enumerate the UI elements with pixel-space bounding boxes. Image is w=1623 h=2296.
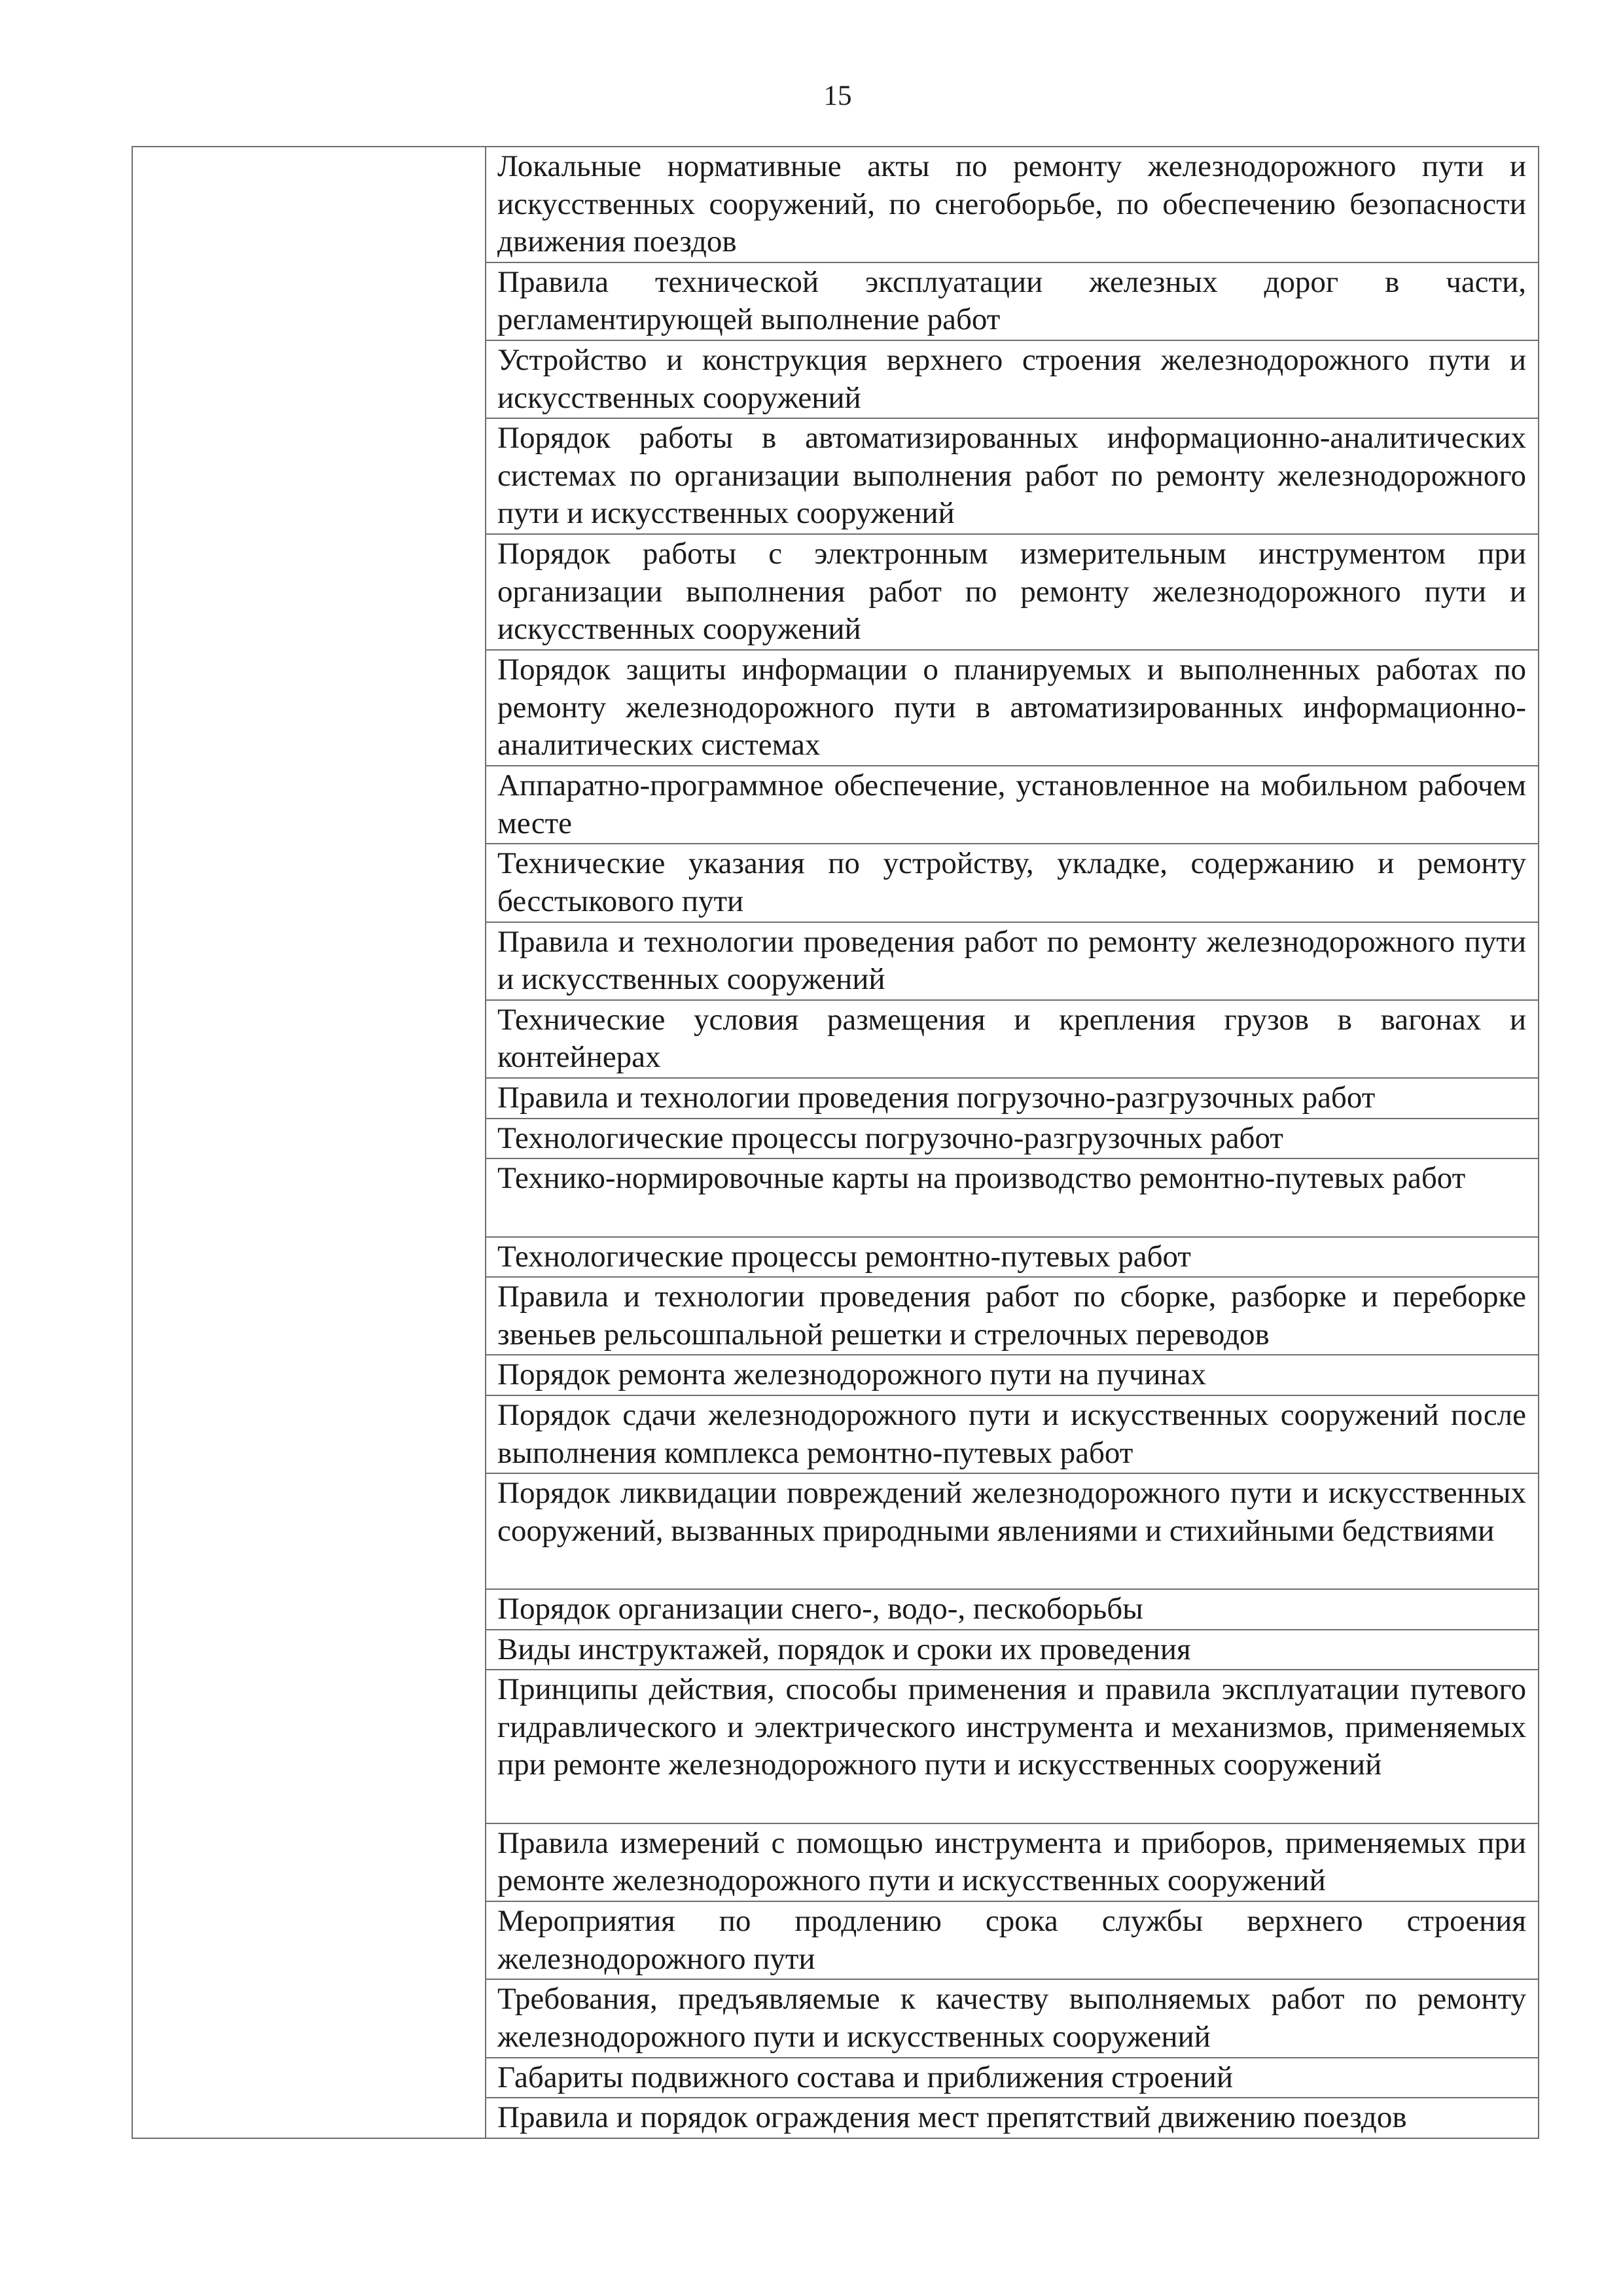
knowledge-item-cell — [486, 1119, 1539, 1159]
knowledge-item-text: Правила измерений с помощью инструмента и приборов, применяемых при ремонте железнодорожного пути и искусственных сооружений — [497, 1825, 1526, 1898]
left-empty-cell — [132, 147, 486, 2138]
knowledge-item-text: Виды инструктажей, порядок и сроки их проведения — [497, 1632, 1191, 1666]
knowledge-item-cell — [486, 2058, 1539, 2098]
knowledge-item-cell — [486, 262, 1539, 340]
knowledge-item-cell — [486, 1277, 1539, 1355]
knowledge-item-cell — [486, 922, 1539, 1000]
knowledge-item-cell — [486, 1630, 1539, 1670]
knowledge-item-text: Правила и технологии проведения работ по сборке, разборке и переборке звеньев рельсошпальной решетки и стрелочных переводов — [497, 1280, 1526, 1352]
knowledge-item-text: Аппаратно-программное обеспечение, установленное на мобильном рабочем месте — [497, 768, 1526, 840]
knowledge-item-cell — [486, 1237, 1539, 1278]
knowledge-item-cell — [486, 766, 1539, 844]
knowledge-item-text: Порядок защиты информации о планируемых и выполненных работах по ремонту железнодорожного пути в автоматизированных информационно-аналитических системах — [497, 653, 1526, 762]
knowledge-item-cell — [486, 340, 1539, 418]
knowledge-item-text: Порядок ремонта железнодорожного пути на пучинах — [497, 1357, 1207, 1392]
knowledge-item-text: Порядок сдачи железнодорожного пути и искусственных сооружений после выполнения комплекса ремонтно-путевых работ — [497, 1398, 1526, 1470]
knowledge-item-cell — [486, 650, 1539, 766]
knowledge-item-cell — [486, 1395, 1539, 1473]
knowledge-item-cell — [486, 147, 1539, 262]
knowledge-item-cell — [486, 1589, 1539, 1630]
knowledge-item-cell — [486, 534, 1539, 650]
knowledge-item-text: Порядок работы с электронным измерительным инструментом при организации выполнения работ по ремонту железнодорожного пути и искусственных сооружений — [497, 537, 1526, 647]
knowledge-item-cell — [486, 418, 1539, 534]
knowledge-item-cell — [486, 1158, 1539, 1236]
knowledge-item-cell — [486, 2098, 1539, 2138]
knowledge-item-text: Габариты подвижного состава и приближения строений — [497, 2060, 1234, 2094]
knowledge-item-text: Правила и технологии проведения погрузочно-разгрузочных работ — [497, 1081, 1376, 1115]
knowledge-item-cell — [486, 1355, 1539, 1395]
knowledge-item-text: Устройство и конструкция верхнего строения железнодорожного пути и искусственных сооружений — [497, 343, 1526, 415]
knowledge-item-text: Порядок работы в автоматизированных информационно-аналитических системах по организации выполнения работ по ремонту железнодорожного пути и искусственных сооружений — [497, 421, 1526, 531]
knowledge-item-text: Принципы действия, способы применения и правила эксплуатации путевого гидравлического и электрического инструмента и механизмов, применяемых при ремонте железнодорожного пути и искусственных сооружений — [497, 1672, 1526, 1782]
knowledge-item-cell — [486, 1979, 1539, 2057]
knowledge-item-text: Технологические процессы погрузочно-разгрузочных работ — [497, 1121, 1283, 1155]
knowledge-item-text: Правила технической эксплуатации железных дорог в части, регламентирующей выполнение работ — [497, 264, 1526, 337]
knowledge-item-text: Требования, предъявляемые к качеству выполняемых работ по ремонту железнодорожного пути и искусственных сооружений — [497, 1982, 1526, 2054]
knowledge-item-cell — [486, 1000, 1539, 1078]
table-body — [132, 147, 1539, 2138]
knowledge-item-text: Технические указания по устройству, укладке, содержанию и ремонту бесстыкового пути — [497, 846, 1526, 918]
knowledge-item-text: Правила и технологии проведения работ по ремонту железнодорожного пути и искусственных сооружений — [497, 924, 1526, 996]
knowledge-item-text: Порядок ликвидации повреждений железнодорожного пути и искусственных сооружений, вызванных природными явлениями и стихийными бедствиями — [497, 1476, 1526, 1548]
knowledge-item-text: Технико-нормировочные карты на производство ремонтно-путевых работ — [497, 1161, 1466, 1196]
knowledge-item-cell — [486, 1670, 1539, 1823]
knowledge-item-text: Технологические процессы ремонтно-путевых работ — [497, 1239, 1191, 1274]
page-number: 15 — [823, 81, 852, 111]
knowledge-item-text: Порядок организации снего-, водо-, пескоборьбы — [497, 1592, 1143, 1626]
table-row — [132, 147, 1539, 262]
knowledge-item-text: Правила и порядок ограждения мест препятствий движению поездов — [497, 2100, 1407, 2135]
knowledge-item-cell — [486, 1078, 1539, 1119]
knowledge-item-text: Технические условия размещения и крепления грузов в вагонах и контейнерах — [497, 1002, 1526, 1075]
knowledge-item-cell — [486, 844, 1539, 922]
knowledge-table — [132, 146, 1539, 2139]
knowledge-item-cell — [486, 1901, 1539, 1979]
knowledge-item-cell — [486, 1473, 1539, 1589]
knowledge-item-cell — [486, 1823, 1539, 1901]
knowledge-item-text: Локальные нормативные акты по ремонту железнодорожного пути и искусственных сооружений, по снегоборьбе, по обеспечению безопасности движения поездов — [497, 149, 1526, 259]
knowledge-item-text: Мероприятия по продлению срока службы верхнего строения железнодорожного пути — [497, 1904, 1526, 1976]
